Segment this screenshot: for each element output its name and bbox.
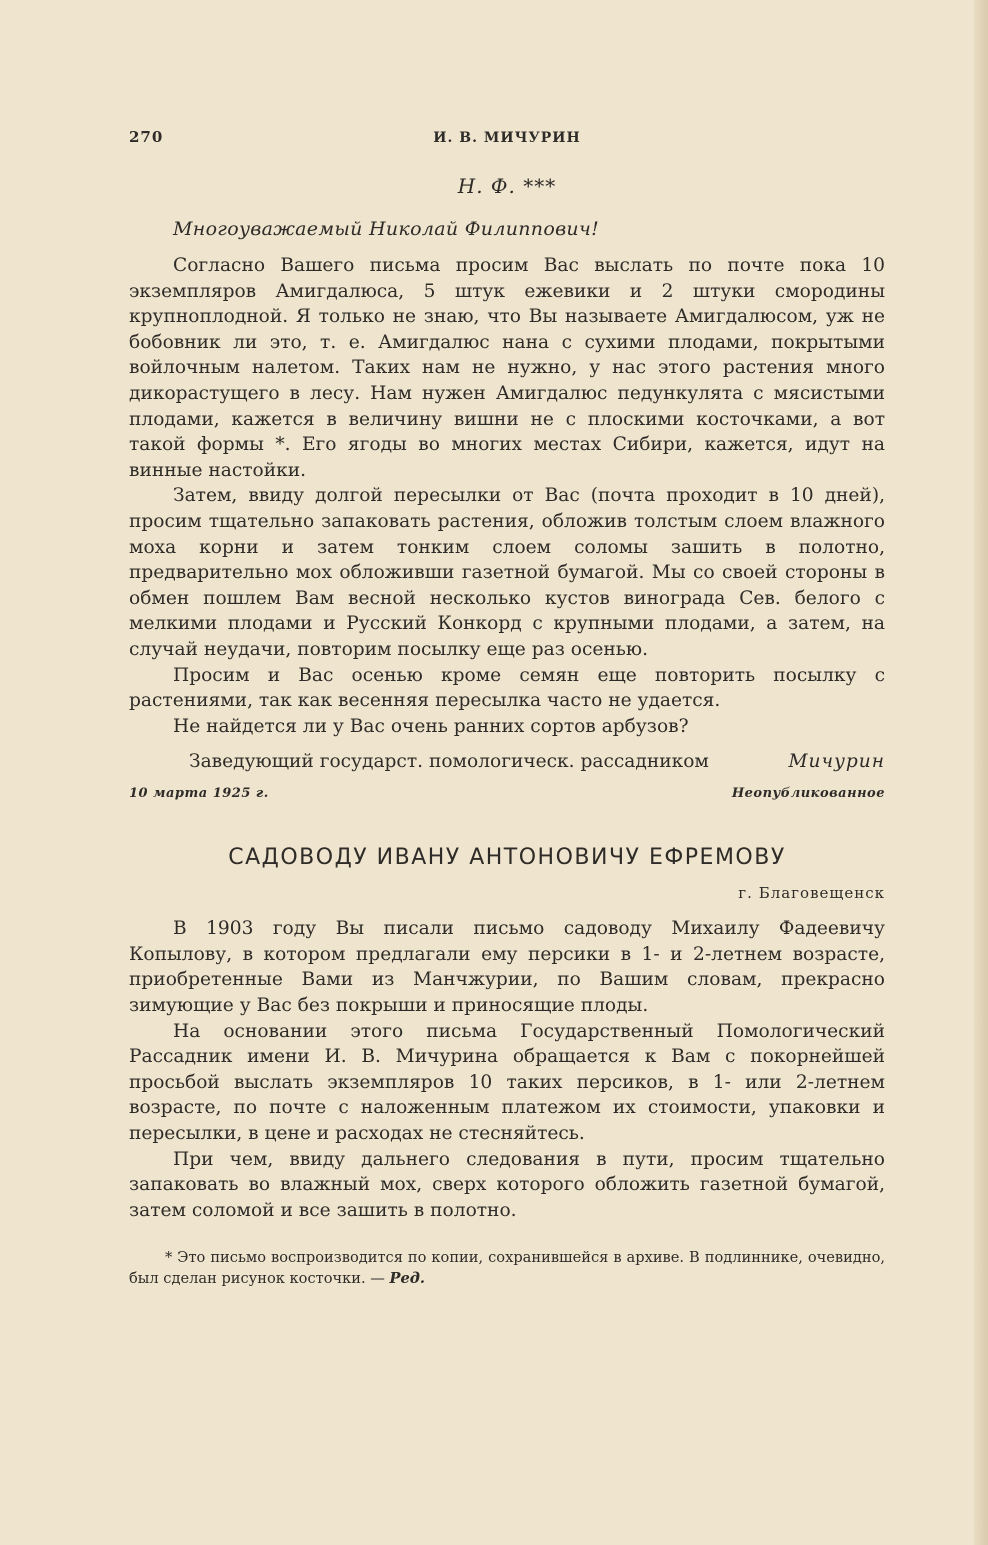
letter2-place: г. Благовещенск (738, 884, 885, 903)
letter1-paragraph: Согласно Вашего письма просим Вас выслать по почте пока 10 экземпляров Амигдалюса, 5 штук ежевики и 2 штуки смородины крупноплодной. Я только не знаю, что Вы называете Амигдалюсом, уж не бобовник ли это, т. е. Амигдалюс нана с сухими плодами, покрытыми войлочным налетом. Таких нам не нужно, у нас этого растения много дикорастущего в лесу. Нам нужен Амигдалюс педункулята с мясистыми плодами, кажется в величину вишни не с плоскими косточками, а вот такой формы *. Его ягоды во многих местах Сибири, кажется, идут на винные настойки. (129, 255, 885, 481)
letter1-body (129, 253, 885, 739)
running-title: И. В. МИЧУРИН (433, 130, 581, 146)
letter1-paragraph: Не найдется ли у Вас очень ранних сортов арбузов? (173, 715, 689, 737)
footnote (129, 1247, 885, 1289)
running-head (129, 128, 885, 154)
letter2-paragraph: На основании этого письма Государственный Помологический Рассадник имени И. В. Мичурина обращается к Вам с покорнейшей просьбой выслать экземпляров 10 таких персиков, в 1- или 2-летнем возрасте, по почте с наложенным платежом их стоимости, упаковки и пересылки, в цене и расходах не стесняйтесь. (129, 1020, 885, 1145)
letter1-signature (189, 751, 885, 772)
letter1-dateline (129, 786, 885, 801)
page-edge (974, 0, 988, 1545)
page-number: 270 (129, 128, 164, 146)
letter2-paragraph: В 1903 году Вы писали письмо садоводу Михаилу Фадеевичу Копылову, в котором предлагали ему персики в 1- и 2-летнем возрасте, приобретенные Вами из Манчжурии, по Вашим словам, прекрасно зимующие у Вас без покрыши и приносящие плоды. (129, 918, 885, 1017)
letter1-addressee: Н. Ф. *** (457, 174, 557, 198)
letter1-salutation: Многоуважаемый Николай Филиппович! (173, 218, 600, 240)
footnote-editor: Ред. (389, 1270, 425, 1288)
footnote-text: * Это письмо воспроизводится по копии, сохранившейся в архиве. В подлиннике, очевидно, был сделан рисунок косточки. — (129, 1249, 885, 1288)
signature-name: Мичурин (788, 751, 885, 773)
letter1-date: 10 марта 1925 г. (129, 786, 269, 802)
letter1-status: Неопубликованное (731, 786, 885, 802)
letter2-body (129, 916, 885, 1223)
letter2-paragraph: При чем, ввиду дальнего следования в пути, просим тщательно запаковать во влажный мох, сверх которого обложить газетной бумагой, затем соломой и все зашить в полотно. (129, 1148, 885, 1221)
letter2-heading: САДОВОДУ ИВАНУ АНТОНОВИЧУ ЕФРЕМОВУ (228, 845, 786, 871)
letter1-paragraph: Затем, ввиду долгой пересылки от Вас (почта проходит в 10 дней), просим тщательно запаковать растения, обложив толстым слоем влажного моха корни и затем тонким слоем соломы зашить в полотно, предварительно мох обложивши газетной бумагой. Мы со своей стороны в обмен пошлем Вам весной несколько кустов винограда Сев. белого с мелкими плодами и Русский Конкорд с крупными плодами, а затем, на случай неудачи, повторим посылку еще раз осенью. (129, 485, 885, 660)
signature-title: Заведующий государст. помологическ. рассадником (189, 751, 709, 773)
page (129, 128, 885, 1289)
letter1-paragraph: Просим и Вас осенью кроме семян еще повторить посылку с растениями, так как весенняя пересылка часто не удается. (129, 664, 885, 712)
